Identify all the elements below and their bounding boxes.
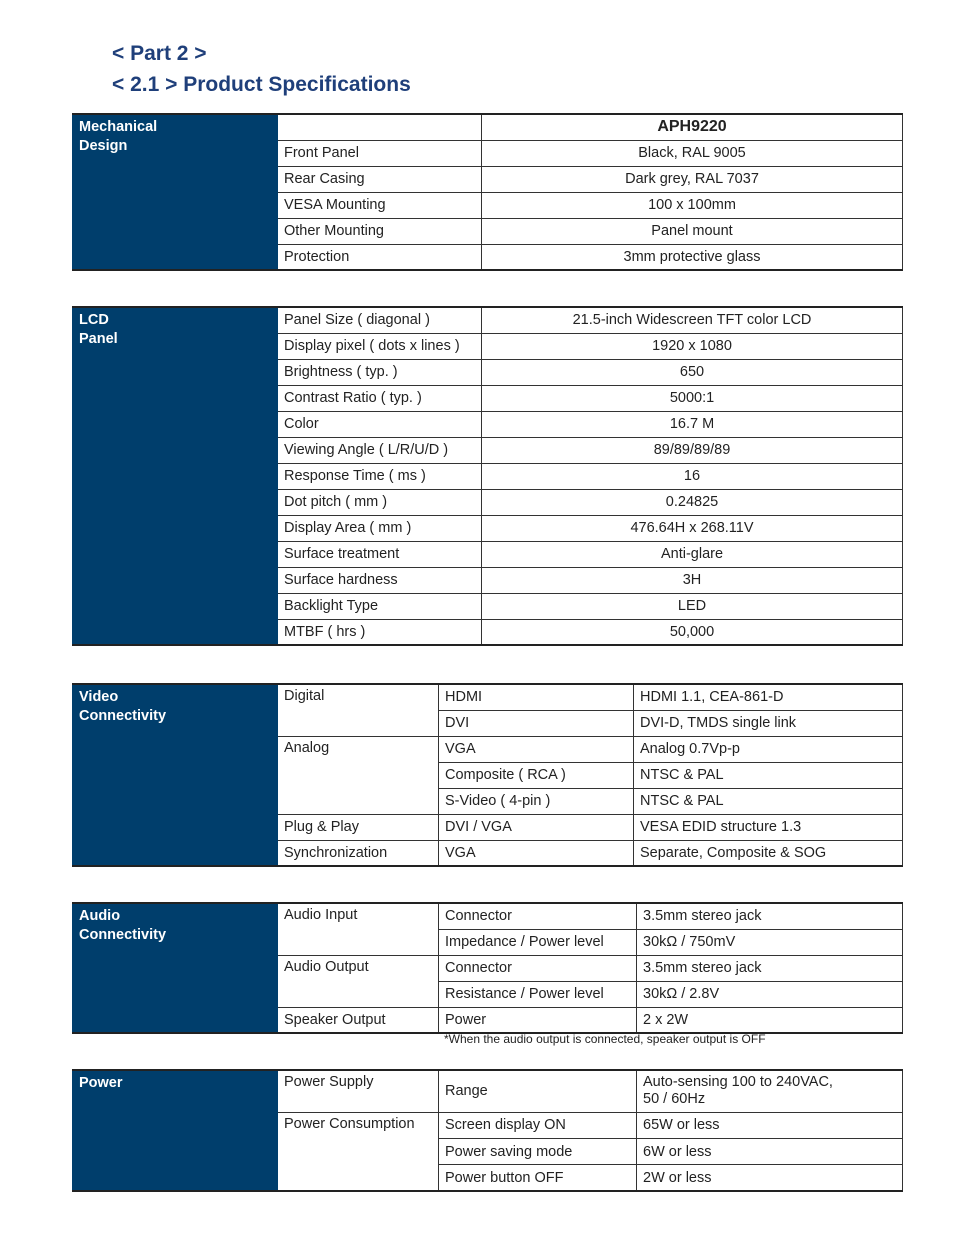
- spec-sublabel: VGA: [439, 840, 634, 866]
- category-line: Audio: [79, 908, 121, 924]
- table-row: [73, 1070, 903, 1112]
- value-line: Auto-sensing 100 to 240VAC,: [643, 1074, 833, 1091]
- category-line: Connectivity: [79, 708, 167, 724]
- lcd-panel-table: [72, 306, 903, 646]
- spec-value: 2W or less: [637, 1165, 903, 1191]
- power-table: [72, 1069, 903, 1192]
- spec-label: Display pixel ( dots x lines ): [278, 333, 482, 359]
- spec-label: Surface hardness: [278, 567, 482, 593]
- spec-value: 650: [482, 359, 903, 385]
- spec-value: 89/89/89/89: [482, 437, 903, 463]
- spec-value: 30kΩ / 2.8V: [637, 981, 903, 1007]
- spec-label: Surface treatment: [278, 541, 482, 567]
- spec-sublabel: Range: [439, 1070, 637, 1112]
- spec-label: MTBF ( hrs ): [278, 619, 482, 645]
- spec-value: LED: [482, 593, 903, 619]
- category-line: Video: [79, 689, 119, 705]
- spec-sublabel: Resistance / Power level: [439, 981, 637, 1007]
- category-line: Mechanical: [79, 119, 158, 135]
- spec-sublabel: HDMI: [439, 684, 634, 710]
- spec-value: 16: [482, 463, 903, 489]
- group-digital: Digital: [278, 684, 439, 736]
- spec-value: Analog 0.7Vp-p: [634, 736, 903, 762]
- category-line: Design: [79, 138, 128, 154]
- spec-sublabel: Power button OFF: [439, 1165, 637, 1191]
- spec-label: Protection: [278, 244, 482, 270]
- spec-value: 3mm protective glass: [482, 244, 903, 270]
- category-line: Power: [79, 1075, 123, 1091]
- spec-label: Rear Casing: [278, 166, 482, 192]
- spec-sublabel: Impedance / Power level: [439, 929, 637, 955]
- section-heading: < 2.1 > Product Specifications: [112, 73, 411, 96]
- spec-label: Brightness ( typ. ): [278, 359, 482, 385]
- spec-sublabel: Connector: [439, 955, 637, 981]
- part-heading: < Part 2 >: [112, 42, 207, 65]
- table-row: [73, 684, 903, 710]
- spec-label: Display Area ( mm ): [278, 515, 482, 541]
- spec-label: VESA Mounting: [278, 192, 482, 218]
- spec-value: Separate, Composite & SOG: [634, 840, 903, 866]
- spec-sublabel: S-Video ( 4-pin ): [439, 788, 634, 814]
- spec-value: 5000:1: [482, 385, 903, 411]
- spec-value: 1920 x 1080: [482, 333, 903, 359]
- spec-label: Viewing Angle ( L/R/U/D ): [278, 437, 482, 463]
- table-row: [73, 307, 903, 333]
- header-blank-cell: [278, 114, 482, 140]
- category-line: LCD: [79, 312, 109, 328]
- spec-value: Dark grey, RAL 7037: [482, 166, 903, 192]
- spec-sublabel: Power: [439, 1007, 637, 1033]
- spec-label: Panel Size ( diagonal ): [278, 307, 482, 333]
- spec-label: Response Time ( ms ): [278, 463, 482, 489]
- spec-value: DVI-D, TMDS single link: [634, 710, 903, 736]
- spec-label: Contrast Ratio ( typ. ): [278, 385, 482, 411]
- spec-value: 3H: [482, 567, 903, 593]
- spec-sublabel: VGA: [439, 736, 634, 762]
- spec-sublabel: DVI: [439, 710, 634, 736]
- table-row: [73, 903, 903, 929]
- category-audio-connectivity: [73, 903, 278, 1033]
- spec-value: 50,000: [482, 619, 903, 645]
- category-mechanical-design: [73, 114, 278, 270]
- group-audio-input: Audio Input: [278, 903, 439, 955]
- audio-footnote: *When the audio output is connected, speaker output is OFF: [444, 1032, 766, 1046]
- value-line: 50 / 60Hz: [643, 1091, 706, 1108]
- category-power: [73, 1070, 278, 1191]
- spec-sublabel: Power saving mode: [439, 1139, 637, 1165]
- spec-value: 16.7 M: [482, 411, 903, 437]
- spec-value: 3.5mm stereo jack: [637, 955, 903, 981]
- category-video-connectivity: [73, 684, 278, 866]
- group-synchronization: Synchronization: [278, 840, 439, 866]
- spec-value: 100 x 100mm: [482, 192, 903, 218]
- spec-value: 65W or less: [637, 1112, 903, 1138]
- audio-connectivity-table: [72, 902, 903, 1034]
- spec-value: 0.24825: [482, 489, 903, 515]
- group-plug-play: Plug & Play: [278, 814, 439, 840]
- spec-sublabel: Connector: [439, 903, 637, 929]
- group-analog: Analog: [278, 736, 439, 814]
- spec-sublabel: Screen display ON: [439, 1112, 637, 1138]
- spec-value: HDMI 1.1, CEA-861-D: [634, 684, 903, 710]
- group-power-supply: Power Supply: [278, 1070, 439, 1112]
- spec-label: Front Panel: [278, 140, 482, 166]
- spec-value: NTSC & PAL: [634, 762, 903, 788]
- spec-value: Black, RAL 9005: [482, 140, 903, 166]
- group-audio-output: Audio Output: [278, 955, 439, 1007]
- spec-label: Dot pitch ( mm ): [278, 489, 482, 515]
- spec-value: 3.5mm stereo jack: [637, 903, 903, 929]
- spec-label: Other Mounting: [278, 218, 482, 244]
- spec-label: Backlight Type: [278, 593, 482, 619]
- category-line: Connectivity: [79, 927, 167, 943]
- category-lcd-panel: [73, 307, 278, 645]
- spec-sublabel: DVI / VGA: [439, 814, 634, 840]
- spec-label: Color: [278, 411, 482, 437]
- model-name: APH9220: [482, 114, 903, 140]
- spec-value: 2 x 2W: [637, 1007, 903, 1033]
- spec-value: VESA EDID structure 1.3: [634, 814, 903, 840]
- category-line: Panel: [79, 331, 118, 347]
- spec-sublabel: Composite ( RCA ): [439, 762, 634, 788]
- spec-value: [637, 1070, 903, 1112]
- spec-value: 30kΩ / 750mV: [637, 929, 903, 955]
- spec-value: NTSC & PAL: [634, 788, 903, 814]
- spec-value: 6W or less: [637, 1139, 903, 1165]
- spec-value: 21.5-inch Widescreen TFT color LCD: [482, 307, 903, 333]
- group-speaker-output: Speaker Output: [278, 1007, 439, 1033]
- spec-value: Panel mount: [482, 218, 903, 244]
- spec-value: 476.64H x 268.11V: [482, 515, 903, 541]
- video-connectivity-table: [72, 683, 903, 867]
- mechanical-design-table: [72, 113, 903, 271]
- group-power-consumption: Power Consumption: [278, 1112, 439, 1191]
- spec-value: Anti-glare: [482, 541, 903, 567]
